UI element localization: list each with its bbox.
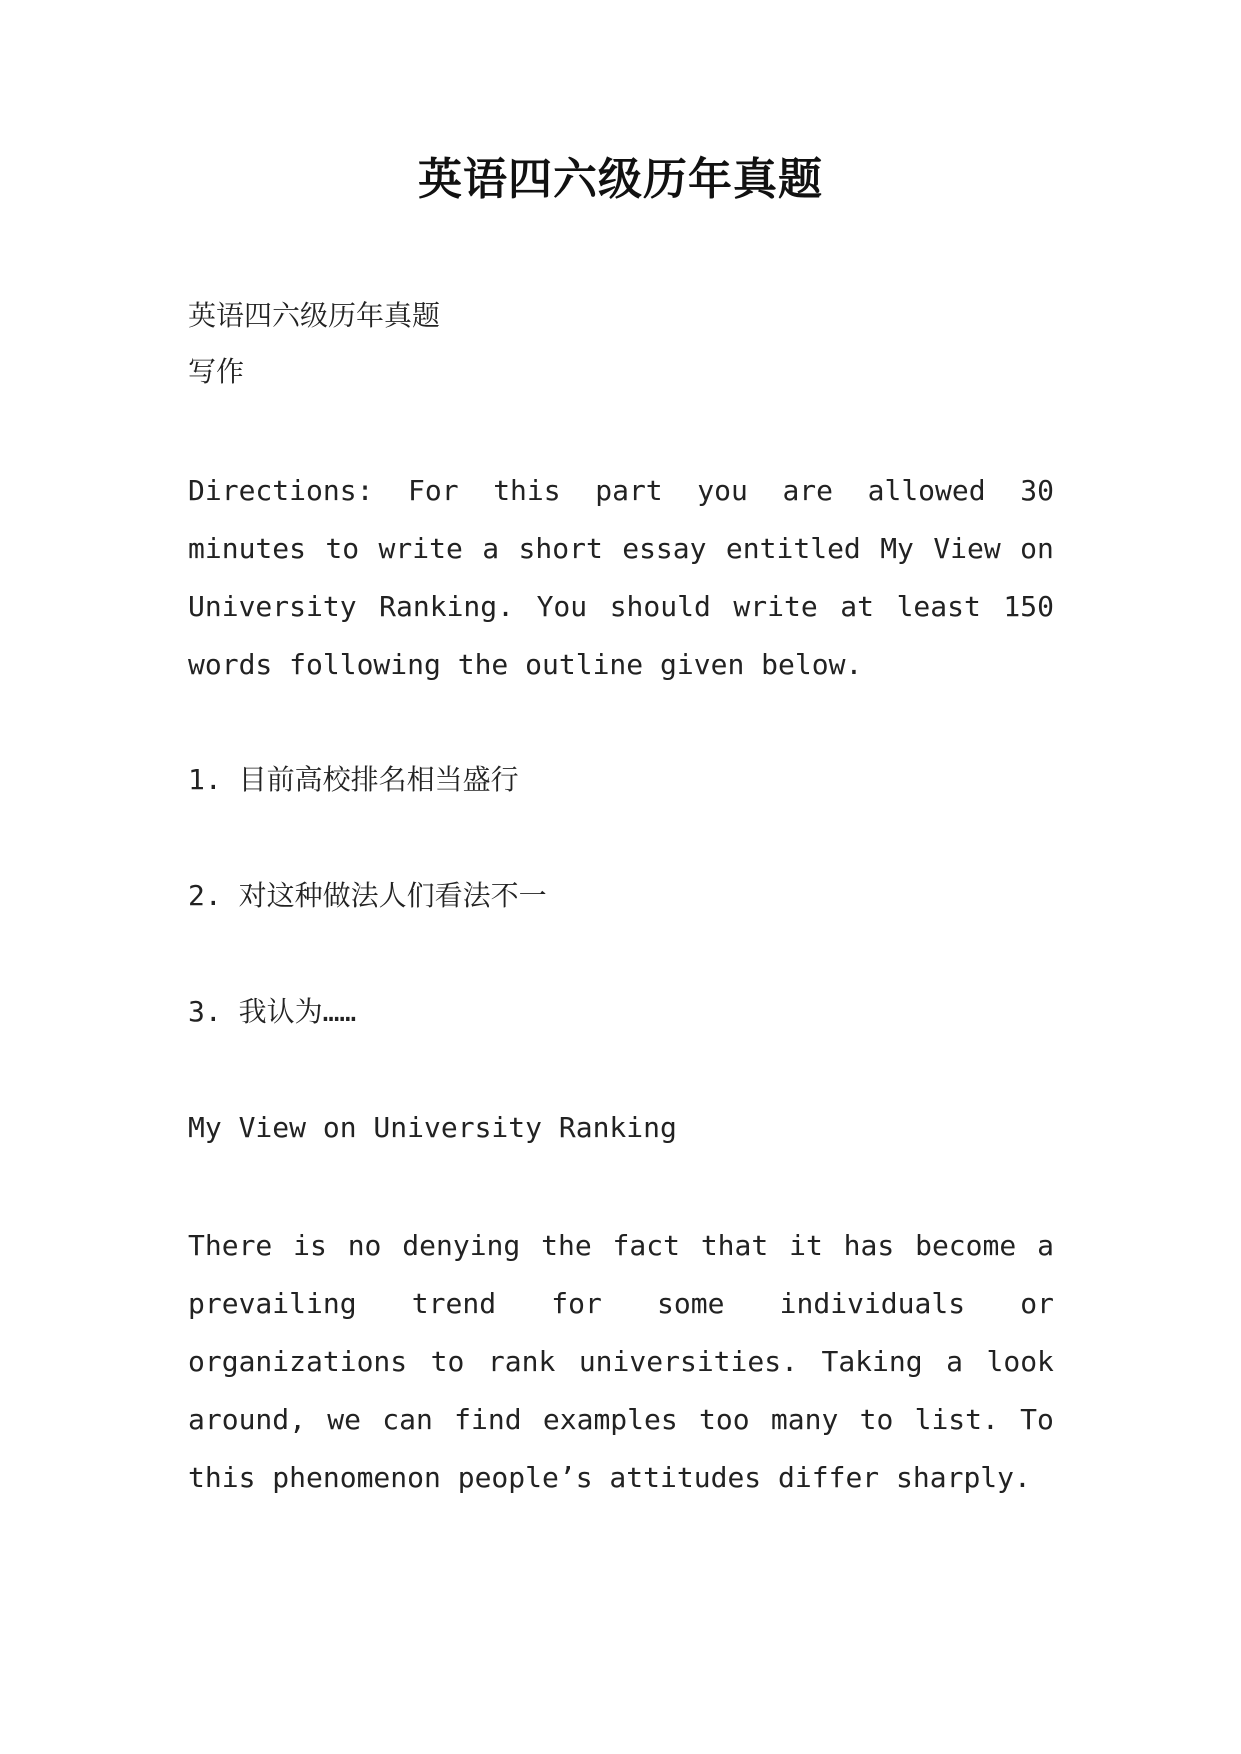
directions-paragraph (188, 462, 1054, 694)
directions-line: words following the outline given below. (188, 648, 863, 681)
directions-line: minutes to write a short essay entitled My View on (188, 532, 1054, 565)
outline-item-1: 1. 目前高校排名相当盛行 (188, 763, 519, 796)
page-title: 英语四六级历年真题 (418, 154, 823, 205)
subtitle: 英语四六级历年真题 (188, 299, 441, 332)
section-label: 写作 (188, 355, 245, 388)
outline-item-3: 3. 我认为…… (188, 995, 357, 1028)
directions-line: Directions: For this part you are allowed 30 (188, 474, 1054, 507)
outline-item-2: 2. 对这种做法人们看法不一 (188, 879, 547, 912)
essay-paragraph (188, 1217, 1054, 1507)
essay-line: prevailing trend for some individuals or (188, 1287, 1054, 1320)
essay-line: around, we can find examples too many to list. To (188, 1403, 1054, 1436)
essay-line: organizations to rank universities. Taking a look (188, 1345, 1054, 1378)
directions-line: University Ranking. You should write at least 150 (188, 590, 1054, 623)
essay-line: this phenomenon people’s attitudes differ sharply. (188, 1461, 1031, 1494)
essay-line: There is no denying the fact that it has become a (188, 1229, 1054, 1262)
essay-title: My View on University Ranking (188, 1111, 677, 1144)
